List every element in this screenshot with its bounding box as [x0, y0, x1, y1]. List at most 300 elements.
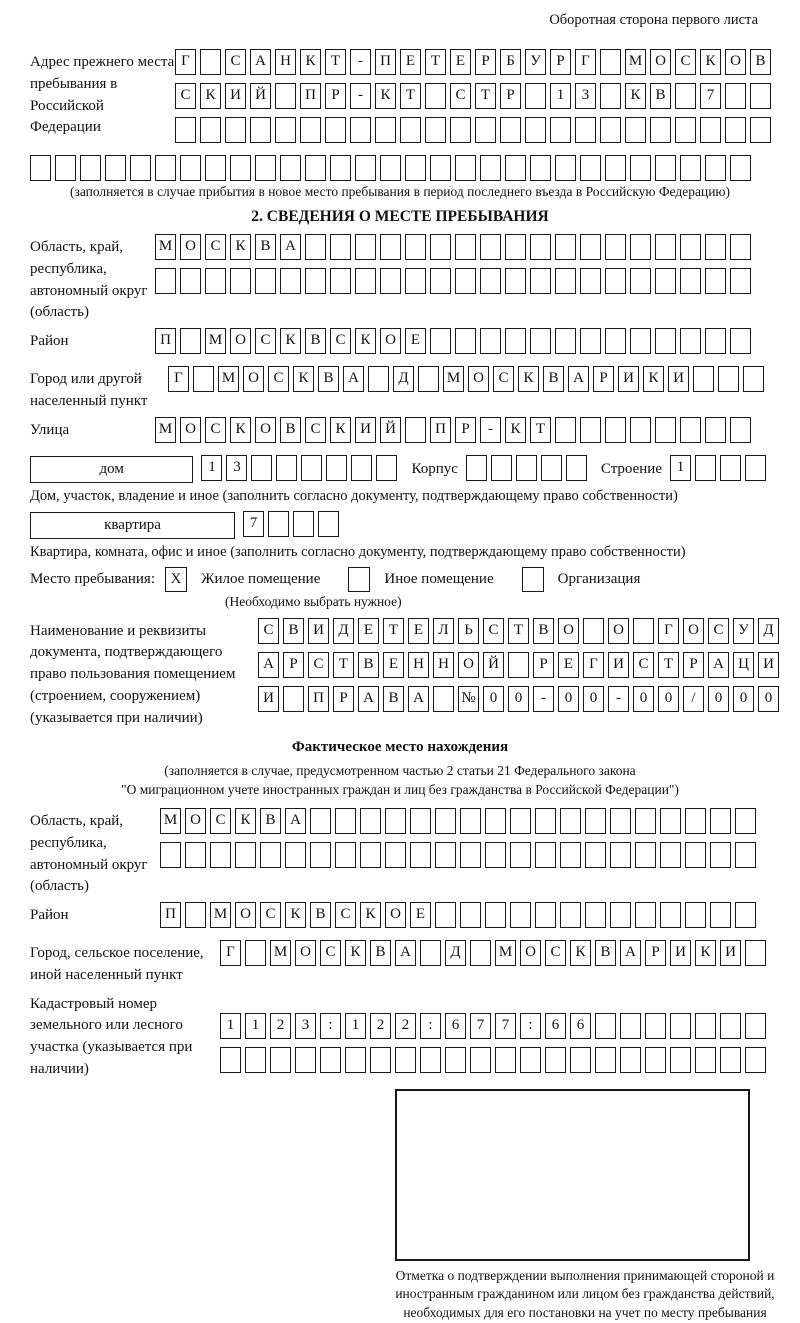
char-cell[interactable]: [460, 808, 481, 834]
char-cell[interactable]: С: [175, 83, 196, 109]
char-cell[interactable]: [745, 940, 766, 966]
char-cell[interactable]: [268, 511, 289, 537]
char-cell[interactable]: [475, 117, 496, 143]
char-cell[interactable]: [580, 155, 601, 181]
char-cell[interactable]: Н: [408, 652, 429, 678]
char-cell[interactable]: [410, 842, 431, 868]
char-cell[interactable]: Е: [408, 618, 429, 644]
char-cell[interactable]: [680, 268, 701, 294]
char-cell[interactable]: С: [335, 902, 356, 928]
char-cell[interactable]: [560, 902, 581, 928]
char-cell[interactable]: [620, 1047, 641, 1073]
char-cell[interactable]: Р: [500, 83, 521, 109]
char-cell[interactable]: [55, 155, 76, 181]
char-cell[interactable]: [720, 455, 741, 481]
char-cell[interactable]: [491, 455, 512, 481]
char-cell[interactable]: [605, 234, 626, 260]
char-cell[interactable]: [360, 842, 381, 868]
char-cell[interactable]: 1: [245, 1013, 266, 1039]
char-cell[interactable]: 7: [700, 83, 721, 109]
char-cell[interactable]: [530, 155, 551, 181]
char-cell[interactable]: [580, 234, 601, 260]
char-cell[interactable]: [630, 417, 651, 443]
char-cell[interactable]: [360, 808, 381, 834]
char-cell[interactable]: И: [670, 940, 691, 966]
char-cell[interactable]: [466, 455, 487, 481]
char-cell[interactable]: [645, 1013, 666, 1039]
char-cell[interactable]: М: [155, 417, 176, 443]
char-cell[interactable]: Д: [333, 618, 354, 644]
char-cell[interactable]: [745, 455, 766, 481]
char-cell[interactable]: [185, 902, 206, 928]
char-cell[interactable]: [705, 268, 726, 294]
char-cell[interactable]: [610, 902, 631, 928]
char-cell[interactable]: [285, 842, 306, 868]
char-cell[interactable]: 7: [495, 1013, 516, 1039]
char-cell[interactable]: [600, 83, 621, 109]
char-cell[interactable]: [730, 268, 751, 294]
char-cell[interactable]: С: [268, 366, 289, 392]
char-cell[interactable]: 6: [445, 1013, 466, 1039]
char-cell[interactable]: [301, 455, 322, 481]
char-cell[interactable]: 0: [483, 686, 504, 712]
char-cell[interactable]: [455, 268, 476, 294]
char-cell[interactable]: [385, 842, 406, 868]
char-cell[interactable]: М: [270, 940, 291, 966]
char-cell[interactable]: 2: [370, 1013, 391, 1039]
char-cell[interactable]: №: [458, 686, 479, 712]
char-cell[interactable]: М: [205, 328, 226, 354]
char-cell[interactable]: [505, 155, 526, 181]
char-cell[interactable]: О: [385, 902, 406, 928]
char-cell[interactable]: [330, 268, 351, 294]
char-cell[interactable]: [535, 808, 556, 834]
char-cell[interactable]: К: [345, 940, 366, 966]
char-cell[interactable]: С: [260, 902, 281, 928]
char-cell[interactable]: О: [380, 328, 401, 354]
char-cell[interactable]: [580, 328, 601, 354]
char-cell[interactable]: [535, 842, 556, 868]
char-cell[interactable]: [376, 455, 397, 481]
char-cell[interactable]: Р: [533, 652, 554, 678]
char-cell[interactable]: 0: [758, 686, 779, 712]
char-cell[interactable]: [685, 808, 706, 834]
char-cell[interactable]: [660, 842, 681, 868]
char-cell[interactable]: [655, 155, 676, 181]
char-cell[interactable]: Т: [333, 652, 354, 678]
char-cell[interactable]: О: [650, 49, 671, 75]
char-cell[interactable]: [30, 155, 51, 181]
char-cell[interactable]: [260, 842, 281, 868]
char-cell[interactable]: К: [300, 49, 321, 75]
char-cell[interactable]: Т: [475, 83, 496, 109]
char-cell[interactable]: Г: [220, 940, 241, 966]
char-cell[interactable]: [750, 117, 771, 143]
char-cell[interactable]: [580, 417, 601, 443]
char-cell[interactable]: [645, 1047, 666, 1073]
char-cell[interactable]: В: [305, 328, 326, 354]
char-cell[interactable]: [650, 117, 671, 143]
char-cell[interactable]: С: [225, 49, 246, 75]
char-cell[interactable]: П: [430, 417, 451, 443]
char-cell[interactable]: К: [280, 328, 301, 354]
char-cell[interactable]: [735, 842, 756, 868]
char-cell[interactable]: [630, 234, 651, 260]
char-cell[interactable]: [345, 1047, 366, 1073]
char-cell[interactable]: :: [420, 1013, 441, 1039]
char-cell[interactable]: В: [280, 417, 301, 443]
char-cell[interactable]: О: [558, 618, 579, 644]
char-cell[interactable]: [380, 234, 401, 260]
char-cell[interactable]: [400, 117, 421, 143]
char-cell[interactable]: 0: [658, 686, 679, 712]
char-cell[interactable]: [605, 268, 626, 294]
char-cell[interactable]: [230, 155, 251, 181]
char-cell[interactable]: [105, 155, 126, 181]
char-cell[interactable]: [745, 1047, 766, 1073]
char-cell[interactable]: [485, 808, 506, 834]
char-cell[interactable]: [730, 155, 751, 181]
char-cell[interactable]: [525, 117, 546, 143]
char-cell[interactable]: А: [395, 940, 416, 966]
char-cell[interactable]: [450, 117, 471, 143]
char-cell[interactable]: :: [320, 1013, 341, 1039]
char-cell[interactable]: [245, 1047, 266, 1073]
char-cell[interactable]: Р: [645, 940, 666, 966]
char-cell[interactable]: [293, 511, 314, 537]
char-cell[interactable]: В: [533, 618, 554, 644]
char-cell[interactable]: [685, 902, 706, 928]
char-cell[interactable]: Г: [575, 49, 596, 75]
char-cell[interactable]: О: [683, 618, 704, 644]
char-cell[interactable]: И: [308, 618, 329, 644]
char-cell[interactable]: [610, 808, 631, 834]
char-cell[interactable]: [725, 83, 746, 109]
char-cell[interactable]: [185, 842, 206, 868]
char-cell[interactable]: [200, 117, 221, 143]
char-cell[interactable]: [635, 808, 656, 834]
char-cell[interactable]: [710, 902, 731, 928]
char-cell[interactable]: У: [733, 618, 754, 644]
char-cell[interactable]: В: [260, 808, 281, 834]
char-cell[interactable]: [470, 1047, 491, 1073]
char-cell[interactable]: О: [468, 366, 489, 392]
checkbox-organization[interactable]: [522, 567, 544, 592]
char-cell[interactable]: Т: [400, 83, 421, 109]
char-cell[interactable]: [385, 808, 406, 834]
char-cell[interactable]: [155, 155, 176, 181]
char-cell[interactable]: Н: [275, 49, 296, 75]
char-cell[interactable]: -: [608, 686, 629, 712]
char-cell[interactable]: Р: [593, 366, 614, 392]
char-cell[interactable]: 3: [575, 83, 596, 109]
char-cell[interactable]: А: [343, 366, 364, 392]
char-cell[interactable]: 7: [243, 511, 264, 537]
char-cell[interactable]: [670, 1047, 691, 1073]
char-cell[interactable]: [655, 234, 676, 260]
char-cell[interactable]: [80, 155, 101, 181]
char-cell[interactable]: [505, 268, 526, 294]
char-cell[interactable]: 0: [708, 686, 729, 712]
char-cell[interactable]: [320, 1047, 341, 1073]
char-cell[interactable]: 3: [295, 1013, 316, 1039]
char-cell[interactable]: К: [285, 902, 306, 928]
char-cell[interactable]: [180, 155, 201, 181]
char-cell[interactable]: 6: [545, 1013, 566, 1039]
char-cell[interactable]: [600, 49, 621, 75]
char-cell[interactable]: К: [625, 83, 646, 109]
char-cell[interactable]: О: [458, 652, 479, 678]
char-cell[interactable]: К: [695, 940, 716, 966]
char-cell[interactable]: [633, 618, 654, 644]
char-cell[interactable]: В: [543, 366, 564, 392]
char-cell[interactable]: [530, 328, 551, 354]
char-cell[interactable]: Й: [483, 652, 504, 678]
char-cell[interactable]: [510, 902, 531, 928]
char-cell[interactable]: [635, 902, 656, 928]
char-cell[interactable]: М: [210, 902, 231, 928]
char-cell[interactable]: Ц: [733, 652, 754, 678]
char-cell[interactable]: [505, 234, 526, 260]
char-cell[interactable]: О: [235, 902, 256, 928]
char-cell[interactable]: 0: [733, 686, 754, 712]
char-cell[interactable]: [508, 652, 529, 678]
char-cell[interactable]: [530, 234, 551, 260]
char-cell[interactable]: [705, 155, 726, 181]
char-cell[interactable]: В: [650, 83, 671, 109]
char-cell[interactable]: [655, 328, 676, 354]
char-cell[interactable]: С: [205, 234, 226, 260]
char-cell[interactable]: [720, 1047, 741, 1073]
char-cell[interactable]: [480, 328, 501, 354]
char-cell[interactable]: [310, 808, 331, 834]
char-cell[interactable]: [555, 268, 576, 294]
char-cell[interactable]: [580, 268, 601, 294]
char-cell[interactable]: С: [450, 83, 471, 109]
char-cell[interactable]: [730, 234, 751, 260]
char-cell[interactable]: С: [545, 940, 566, 966]
char-cell[interactable]: [255, 268, 276, 294]
char-cell[interactable]: [350, 117, 371, 143]
char-cell[interactable]: [705, 417, 726, 443]
char-cell[interactable]: В: [318, 366, 339, 392]
char-cell[interactable]: [510, 808, 531, 834]
checkbox-residential[interactable]: X: [165, 567, 187, 592]
char-cell[interactable]: [130, 155, 151, 181]
char-cell[interactable]: Г: [658, 618, 679, 644]
char-cell[interactable]: С: [483, 618, 504, 644]
char-cell[interactable]: [480, 234, 501, 260]
char-cell[interactable]: Б: [500, 49, 521, 75]
char-cell[interactable]: Д: [393, 366, 414, 392]
char-cell[interactable]: Й: [250, 83, 271, 109]
char-cell[interactable]: [335, 842, 356, 868]
char-cell[interactable]: В: [283, 618, 304, 644]
char-cell[interactable]: [605, 328, 626, 354]
char-cell[interactable]: К: [643, 366, 664, 392]
char-cell[interactable]: [485, 902, 506, 928]
char-cell[interactable]: В: [750, 49, 771, 75]
char-cell[interactable]: [570, 1047, 591, 1073]
char-cell[interactable]: [480, 155, 501, 181]
char-cell[interactable]: О: [725, 49, 746, 75]
house-type-box[interactable]: дом: [30, 456, 193, 483]
char-cell[interactable]: О: [608, 618, 629, 644]
char-cell[interactable]: И: [720, 940, 741, 966]
char-cell[interactable]: [585, 902, 606, 928]
char-cell[interactable]: С: [675, 49, 696, 75]
char-cell[interactable]: [305, 268, 326, 294]
char-cell[interactable]: [270, 1047, 291, 1073]
char-cell[interactable]: С: [255, 328, 276, 354]
char-cell[interactable]: В: [310, 902, 331, 928]
char-cell[interactable]: А: [408, 686, 429, 712]
char-cell[interactable]: [745, 1013, 766, 1039]
char-cell[interactable]: [430, 234, 451, 260]
char-cell[interactable]: [605, 155, 626, 181]
char-cell[interactable]: [380, 268, 401, 294]
char-cell[interactable]: [230, 268, 251, 294]
char-cell[interactable]: [550, 117, 571, 143]
char-cell[interactable]: М: [160, 808, 181, 834]
char-cell[interactable]: К: [200, 83, 221, 109]
char-cell[interactable]: [410, 808, 431, 834]
char-cell[interactable]: [430, 328, 451, 354]
char-cell[interactable]: [480, 268, 501, 294]
char-cell[interactable]: [735, 902, 756, 928]
char-cell[interactable]: [275, 83, 296, 109]
char-cell[interactable]: [351, 455, 372, 481]
char-cell[interactable]: [355, 268, 376, 294]
char-cell[interactable]: [455, 155, 476, 181]
char-cell[interactable]: И: [758, 652, 779, 678]
char-cell[interactable]: В: [370, 940, 391, 966]
char-cell[interactable]: Р: [333, 686, 354, 712]
char-cell[interactable]: К: [230, 234, 251, 260]
char-cell[interactable]: [460, 902, 481, 928]
char-cell[interactable]: Г: [175, 49, 196, 75]
char-cell[interactable]: [605, 417, 626, 443]
char-cell[interactable]: [630, 268, 651, 294]
char-cell[interactable]: [455, 328, 476, 354]
char-cell[interactable]: И: [225, 83, 246, 109]
char-cell[interactable]: [435, 842, 456, 868]
char-cell[interactable]: Т: [658, 652, 679, 678]
char-cell[interactable]: [355, 234, 376, 260]
char-cell[interactable]: [193, 366, 214, 392]
char-cell[interactable]: [695, 1047, 716, 1073]
char-cell[interactable]: Т: [425, 49, 446, 75]
char-cell[interactable]: Е: [383, 652, 404, 678]
char-cell[interactable]: К: [518, 366, 539, 392]
char-cell[interactable]: [380, 155, 401, 181]
char-cell[interactable]: [300, 117, 321, 143]
char-cell[interactable]: [330, 155, 351, 181]
char-cell[interactable]: [670, 1013, 691, 1039]
char-cell[interactable]: [155, 268, 176, 294]
char-cell[interactable]: Т: [383, 618, 404, 644]
char-cell[interactable]: А: [250, 49, 271, 75]
char-cell[interactable]: [710, 842, 731, 868]
char-cell[interactable]: 0: [508, 686, 529, 712]
char-cell[interactable]: [375, 117, 396, 143]
char-cell[interactable]: С: [493, 366, 514, 392]
char-cell[interactable]: [680, 417, 701, 443]
char-cell[interactable]: [235, 842, 256, 868]
char-cell[interactable]: [200, 49, 221, 75]
char-cell[interactable]: [520, 1047, 541, 1073]
char-cell[interactable]: К: [330, 417, 351, 443]
char-cell[interactable]: Р: [550, 49, 571, 75]
char-cell[interactable]: [630, 328, 651, 354]
char-cell[interactable]: -: [350, 83, 371, 109]
char-cell[interactable]: [435, 808, 456, 834]
char-cell[interactable]: [735, 808, 756, 834]
char-cell[interactable]: М: [495, 940, 516, 966]
char-cell[interactable]: К: [570, 940, 591, 966]
char-cell[interactable]: [625, 117, 646, 143]
char-cell[interactable]: [560, 842, 581, 868]
char-cell[interactable]: [680, 155, 701, 181]
char-cell[interactable]: /: [683, 686, 704, 712]
char-cell[interactable]: [430, 268, 451, 294]
char-cell[interactable]: [175, 117, 196, 143]
char-cell[interactable]: К: [293, 366, 314, 392]
char-cell[interactable]: [720, 1013, 741, 1039]
char-cell[interactable]: [500, 117, 521, 143]
char-cell[interactable]: Ь: [458, 618, 479, 644]
char-cell[interactable]: [535, 902, 556, 928]
char-cell[interactable]: Р: [475, 49, 496, 75]
char-cell[interactable]: [245, 940, 266, 966]
char-cell[interactable]: [430, 155, 451, 181]
char-cell[interactable]: Й: [380, 417, 401, 443]
char-cell[interactable]: [730, 328, 751, 354]
char-cell[interactable]: -: [480, 417, 501, 443]
char-cell[interactable]: 2: [395, 1013, 416, 1039]
char-cell[interactable]: [435, 902, 456, 928]
char-cell[interactable]: 7: [470, 1013, 491, 1039]
char-cell[interactable]: К: [355, 328, 376, 354]
char-cell[interactable]: [680, 234, 701, 260]
char-cell[interactable]: А: [708, 652, 729, 678]
char-cell[interactable]: С: [320, 940, 341, 966]
char-cell[interactable]: [280, 155, 301, 181]
char-cell[interactable]: Р: [325, 83, 346, 109]
char-cell[interactable]: [425, 117, 446, 143]
char-cell[interactable]: С: [708, 618, 729, 644]
char-cell[interactable]: [318, 511, 339, 537]
char-cell[interactable]: [660, 808, 681, 834]
char-cell[interactable]: 0: [633, 686, 654, 712]
char-cell[interactable]: А: [285, 808, 306, 834]
char-cell[interactable]: [255, 155, 276, 181]
char-cell[interactable]: [575, 117, 596, 143]
char-cell[interactable]: 0: [583, 686, 604, 712]
char-cell[interactable]: О: [295, 940, 316, 966]
char-cell[interactable]: 3: [226, 455, 247, 481]
char-cell[interactable]: М: [443, 366, 464, 392]
char-cell[interactable]: М: [218, 366, 239, 392]
char-cell[interactable]: [585, 808, 606, 834]
char-cell[interactable]: [675, 117, 696, 143]
char-cell[interactable]: [405, 234, 426, 260]
char-cell[interactable]: [310, 842, 331, 868]
char-cell[interactable]: [718, 366, 739, 392]
char-cell[interactable]: [251, 455, 272, 481]
char-cell[interactable]: К: [505, 417, 526, 443]
char-cell[interactable]: С: [210, 808, 231, 834]
